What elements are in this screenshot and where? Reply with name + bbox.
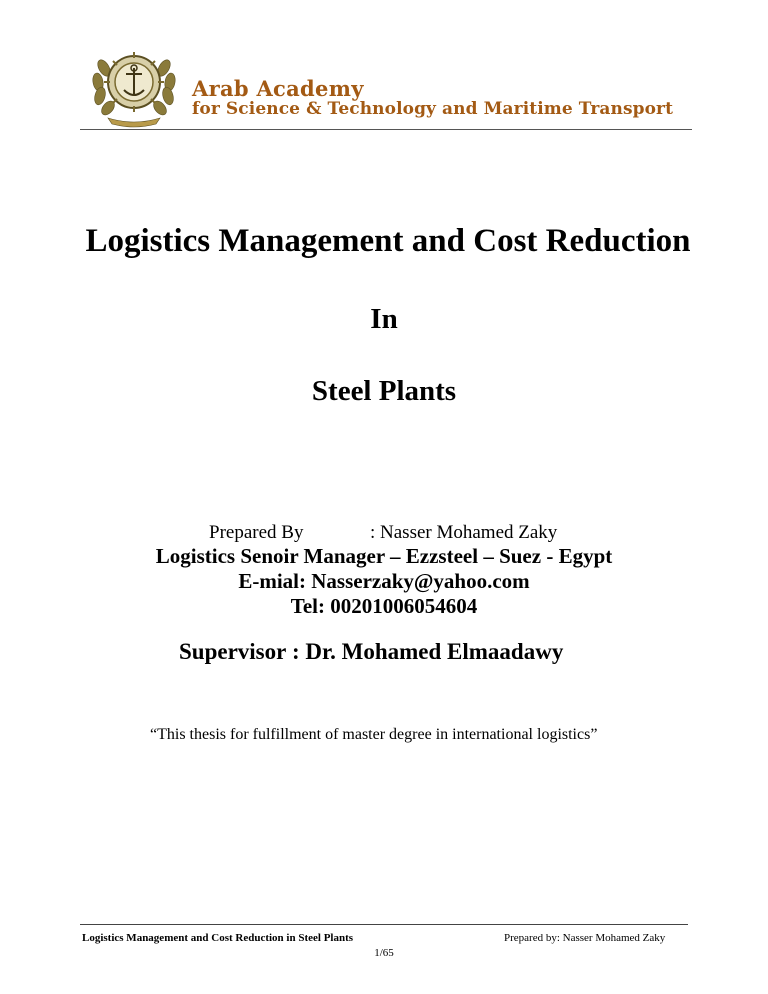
supervisor-label: Supervisor xyxy=(179,639,287,664)
document-title: Logistics Management and Cost Reduction xyxy=(85,223,691,259)
author-role: Logistics Senoir Manager – Ezzsteel – Suez - Egypt xyxy=(155,544,613,568)
academy-seal-icon xyxy=(86,38,182,128)
footer-divider xyxy=(80,924,688,925)
document-subject: Steel Plants xyxy=(311,375,457,407)
author-email: E-mial: Nasserzaky@yahoo.com xyxy=(238,569,530,593)
institution-name-line2: for Science & Technology and Maritime Transport xyxy=(192,99,674,119)
prepared-by-label: Prepared By xyxy=(209,522,304,543)
title-connector: In xyxy=(370,303,398,335)
prepared-by-value: : Nasser Mohamed Zaky xyxy=(370,522,558,543)
footer-author: Prepared by: Nasser Mohamed Zaky xyxy=(504,932,666,944)
supervisor-value: : Dr. Mohamed Elmaadawy xyxy=(292,639,564,664)
author-phone: Tel: 00201006054604 xyxy=(290,594,478,618)
footer-title: Logistics Management and Cost Reduction in Steel Plants xyxy=(82,932,354,944)
page-number: 1/65 xyxy=(374,947,394,959)
thesis-statement: “This thesis for fulfillment of master degree in international logistics” xyxy=(150,726,598,743)
institution-name-line1: Arab Academy xyxy=(192,76,364,101)
header-divider xyxy=(80,129,692,130)
